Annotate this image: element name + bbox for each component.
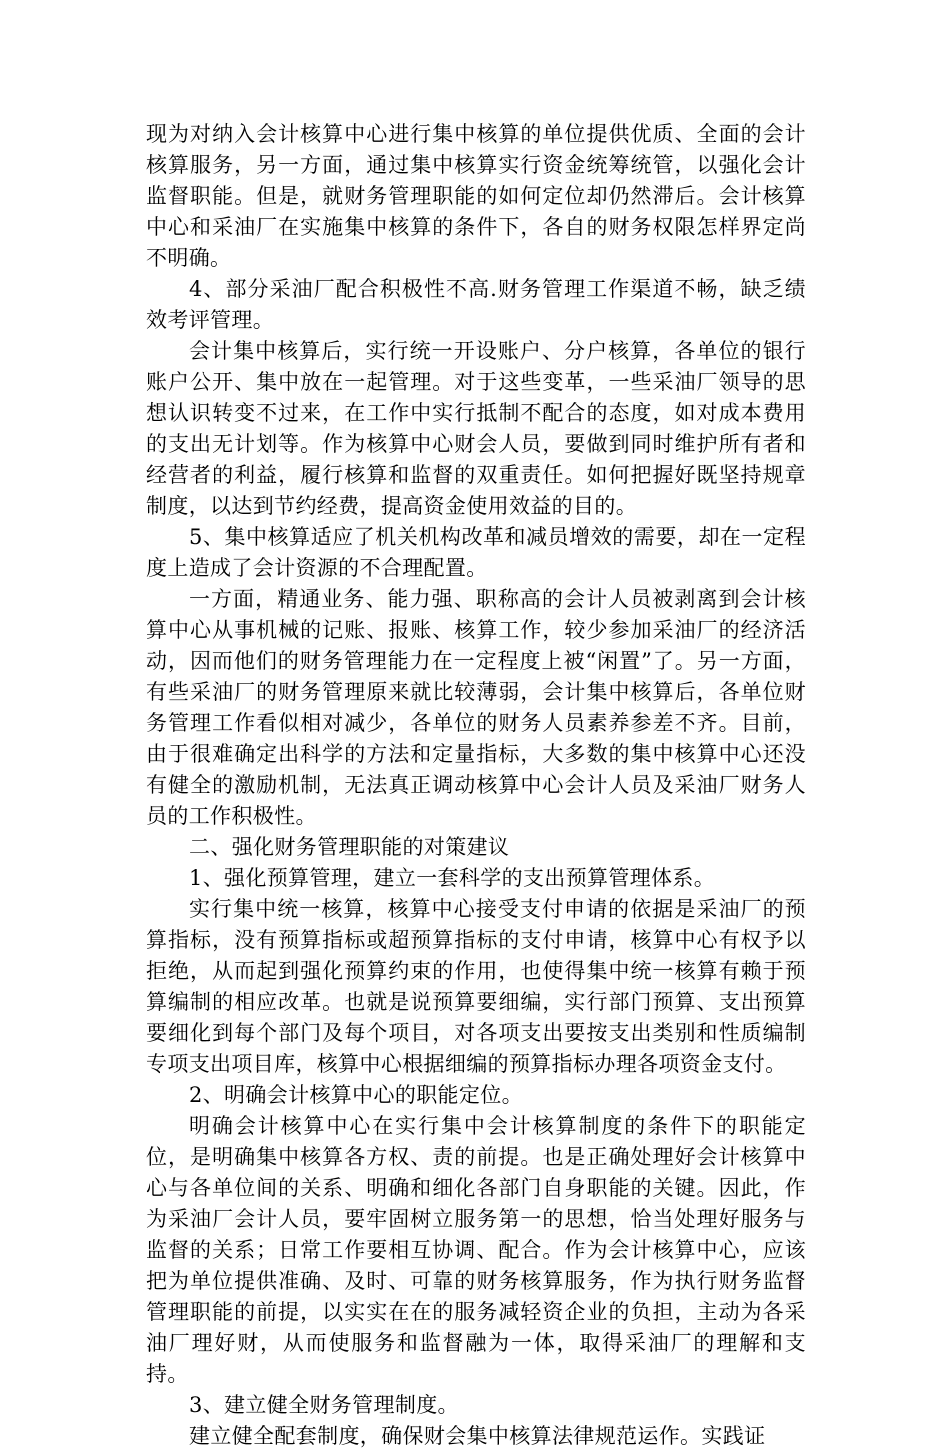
paragraph: 4、部分采油厂配合积极性不高.财务管理工作渠道不畅，缺乏绩效考评管理。: [146, 277, 806, 332]
paragraph: 建立健全配套制度，确保财会集中核算法律规范运作。实践证: [189, 1424, 766, 1448]
paragraph: 现为对纳入会计核算中心进行集中核算的单位提供优质、全面的会计核算服务，另一方面，通过集中核算实行资金统筹统管，以强化会计监督职能。但是，就财务管理职能的如何定位却仍然滞后。会计核算中心和采油厂在实施集中核算的条件下，各自的财务权限怎样界定尚不明确。: [146, 122, 806, 270]
section-heading: 二、强化财务管理职能的对策建议: [189, 835, 510, 859]
paragraph: 一方面，精通业务、能力强、职称高的会计人员被剥离到会计核算中心从事机械的记账、报账、核算工作，较少参加采油厂的经济活动，因而他们的财务管理能力在一定程度上被“闲置”了。另一方面，有些采油厂的财务管理原来就比较薄弱，会计集中核算后，各单位财务管理工作看似相对减少，各单位的财务人员素养参差不齐。目前，由于很难确定出科学的方法和定量指标，大多数的集中核算中心还没有健全的激励机制，无法真正调动核算中心会计人员及采油厂财务人员的工作积极性。: [146, 587, 806, 828]
document-body: [146, 119, 806, 1452]
paragraph: 会计集中核算后，实行统一开设账户、分户核算，各单位的银行账户公开、集中放在一起管理。对于这些变革，一些采油厂领导的思想认识转变不过来，在工作中实行抵制不配合的态度，如对成本费用的支出无计划等。作为核算中心财会人员，要做到同时维护所有者和经营者的利益，履行核算和监督的双重责任。如何把握好既坚持规章制度，以达到节约经费，提高资金使用效益的目的。: [146, 339, 806, 518]
paragraph: 5、集中核算适应了机关机构改革和减员增效的需要，却在一定程度上造成了会计资源的不合理配置。: [146, 525, 806, 580]
paragraph: 明确会计核算中心在实行集中会计核算制度的条件下的职能定位，是明确集中核算各方权、责的前提。也是正确处理好会计核算中心与各单位间的关系、明确和细化各部门自身职能的关键。因此，作为采油厂会计人员，要牢固树立服务第一的思想，恰当处理好服务与监督的关系；日常工作要相互协调、配合。作为会计核算中心，应该把为单位提供准确、及时、可靠的财务核算服务，作为执行财务监督管理职能的前提，以实实在在的服务减轻资企业的负担，主动为各采油厂理好财，从而使服务和监督融为一体，取得采油厂的理解和支持。: [146, 1114, 806, 1386]
subsection-heading: 1、强化预算管理，建立一套科学的支出预算管理体系。: [189, 866, 716, 890]
subsection-heading: 3、建立健全财务管理制度。: [189, 1393, 459, 1417]
paragraph: 实行集中统一核算，核算中心接受支付申请的依据是采油厂的预算指标，没有预算指标或超预算指标的支付申请，核算中心有权予以拒绝，从而起到强化预算约束的作用，也使得集中统一核算有赖于预算编制的相应改革。也就是说预算要细编，实行部门预算、支出预算要细化到每个部门及每个项目，对各项支出要按支出类别和性质编制专项支出项目库，核算中心根据细编的预算指标办理各项资金支付。: [146, 897, 806, 1076]
subsection-heading: 2、明确会计核算中心的职能定位。: [189, 1083, 523, 1107]
